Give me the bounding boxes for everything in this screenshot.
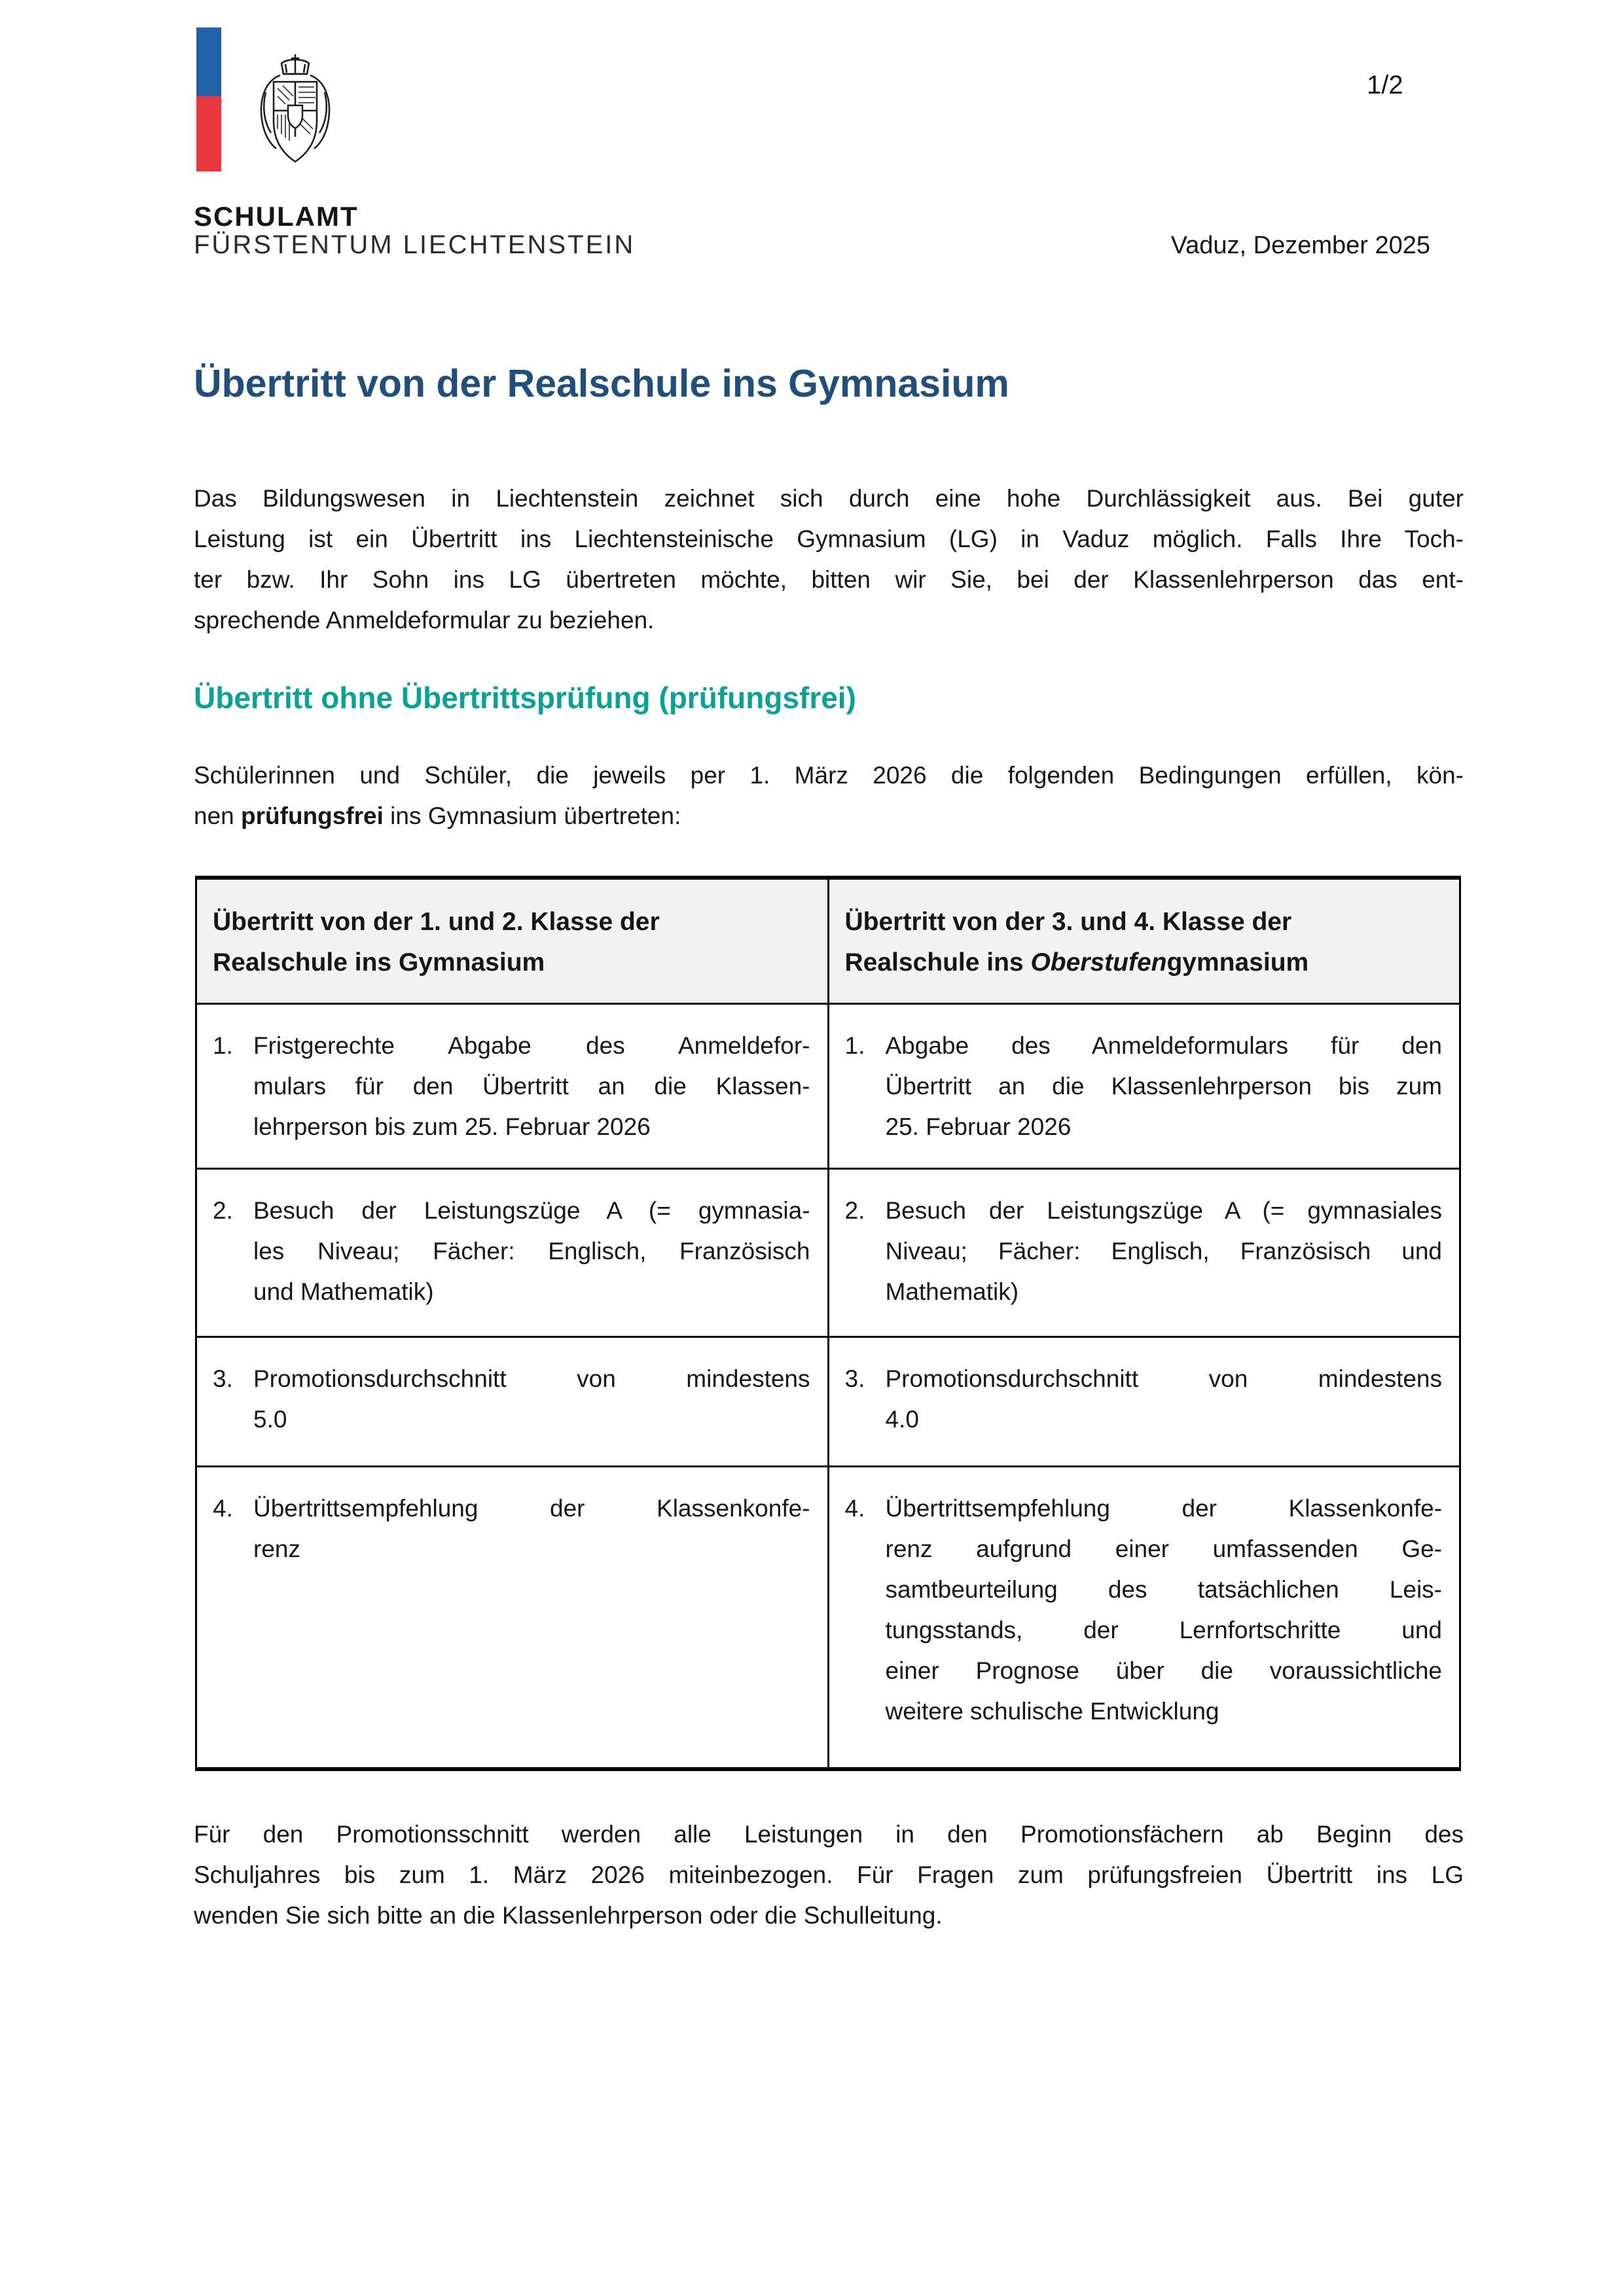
table-row — [196, 1336, 1460, 1466]
lead-bold-term: prüfungsfrei — [241, 802, 384, 829]
text-line: Für den Promotionsschnitt werden alle Leistungen in den Promotionsfächern ab Beginn des — [194, 1821, 1464, 1848]
closing-paragraph — [194, 1814, 1464, 1936]
intro-paragraph — [194, 478, 1464, 641]
text-line: 25. Februar 2026 — [885, 1113, 1072, 1140]
brand-bar-red — [196, 96, 221, 171]
text-line: Übertritt von der 1. und 2. Klasse der — [213, 908, 660, 936]
requirement-text — [253, 1026, 810, 1147]
table-header-row — [196, 878, 1460, 1003]
requirement-number: 1. — [213, 1031, 233, 1059]
text-line: Promotionsdurchschnitt von mindestens — [253, 1365, 810, 1392]
brand-color-bar — [196, 27, 221, 171]
text-line: Übertritt von der 3. und 4. Klasse der — [844, 908, 1292, 936]
page-number: 1/2 — [1367, 71, 1403, 99]
header-post: gymnasium — [1166, 948, 1309, 977]
liechtenstein-coat-of-arms-icon — [246, 52, 344, 178]
date-line: Vaduz, Dezember 2025 — [1170, 232, 1430, 259]
requirement-text — [253, 1488, 810, 1570]
text-line: weitere schulische Entwicklung — [885, 1697, 1219, 1725]
text-line: lehrperson bis zum 25. Februar 2026 — [253, 1113, 651, 1140]
requirement-cell-right — [828, 1003, 1460, 1168]
text-line: Niveau; Fächer: Englisch, Französisch und — [885, 1237, 1442, 1265]
text-line: Besuch der Leistungszüge A (= gymnasiales — [885, 1196, 1442, 1224]
text-line: samtbeurteilung des tatsächlichen Leis- — [885, 1575, 1442, 1603]
requirement-number: 1. — [844, 1031, 865, 1059]
requirement-cell-left — [196, 1003, 829, 1168]
requirement-text — [886, 1191, 1443, 1312]
requirement-cell-left — [196, 1466, 829, 1769]
header-pre: Realschule ins — [844, 948, 1031, 977]
text-line: Schülerinnen und Schüler, die jeweils per 1. März 2026 die folgenden Bedingungen erfüllen, kön- — [194, 762, 1464, 789]
text-line: renz aufgrund einer umfassenden Ge- — [885, 1535, 1442, 1562]
table-header-left — [196, 878, 829, 1003]
requirement-cell-left — [196, 1168, 829, 1336]
requirements-table — [195, 876, 1461, 1771]
requirement-cell-left — [196, 1336, 829, 1466]
lead-post: ins Gymnasium übertreten: — [383, 802, 681, 829]
text-line — [845, 942, 1443, 983]
table-row — [196, 1003, 1460, 1168]
text-line: mulars für den Übertritt an die Klassen- — [253, 1072, 810, 1100]
lead-pre: nen — [194, 802, 242, 829]
requirement-number: 2. — [213, 1196, 233, 1224]
lead-paragraph — [194, 755, 1464, 836]
table-row — [196, 1466, 1460, 1769]
requirement-text — [253, 1359, 810, 1440]
text-line: ter bzw. Ihr Sohn ins LG übertreten möchte, bitten wir Sie, bei der Klassenlehrperson das ent- — [194, 566, 1464, 593]
brand-bar-blue — [196, 27, 221, 96]
requirement-cell-right — [828, 1466, 1460, 1769]
text-line: Das Bildungswesen in Liechtenstein zeichnet sich durch eine hohe Durchlässigkeit aus. Bei guter — [194, 485, 1464, 512]
text-line: Mathematik) — [885, 1278, 1019, 1305]
text-line — [194, 796, 1464, 836]
text-line: 5.0 — [253, 1405, 287, 1433]
text-line: Fristgerechte Abgabe des Anmeldefor- — [253, 1031, 810, 1059]
text-line: Schuljahres bis zum 1. März 2026 miteinbezogen. Für Fragen zum prüfungsfreien Übertritt ins LG — [194, 1861, 1464, 1888]
requirement-text — [886, 1026, 1443, 1147]
org-subtitle: FÜRSTENTUM LIECHTENSTEIN — [194, 230, 636, 259]
text-line: und Mathematik) — [253, 1278, 434, 1305]
text-line: Leistung ist ein Übertritt ins Liechtensteinische Gymnasium (LG) in Vaduz möglich. Falls Ihre Toch- — [194, 526, 1464, 552]
requirement-number: 4. — [844, 1494, 865, 1522]
requirement-text — [886, 1359, 1443, 1440]
text-line: 4.0 — [885, 1405, 919, 1433]
requirement-number: 4. — [213, 1494, 233, 1522]
org-name: SCHULAMT — [194, 201, 359, 232]
text-line: tungsstands, der Lernfortschritte und — [885, 1616, 1442, 1643]
requirement-text — [886, 1488, 1443, 1732]
requirement-text — [253, 1191, 810, 1312]
text-line: renz — [253, 1535, 300, 1562]
requirement-number: 2. — [844, 1196, 865, 1224]
text-line: Übertritt an die Klassenlehrperson bis zum — [885, 1072, 1442, 1100]
table-row — [196, 1168, 1460, 1336]
text-line: Abgabe des Anmeldeformulars für den — [885, 1031, 1442, 1059]
document-title: Übertritt von der Realschule ins Gymnasium — [194, 362, 1009, 405]
header-italic-term: Oberstufen — [1030, 948, 1167, 977]
requirement-cell-right — [828, 1168, 1460, 1336]
text-line: Übertrittsempfehlung der Klassenkonfe- — [885, 1494, 1442, 1522]
text-line: Übertrittsempfehlung der Klassenkonfe- — [253, 1494, 810, 1522]
section-heading: Übertritt ohne Übertrittsprüfung (prüfungsfrei) — [194, 681, 856, 715]
requirement-number: 3. — [213, 1365, 233, 1392]
text-line: einer Prognose über die voraussichtliche — [885, 1657, 1442, 1684]
text-line: sprechende Anmeldeformular zu beziehen. — [194, 607, 655, 634]
text-line: les Niveau; Fächer: Englisch, Französisch — [253, 1237, 810, 1265]
requirement-number: 3. — [844, 1365, 865, 1392]
text-line: wenden Sie sich bitte an die Klassenlehrperson oder die Schulleitung. — [194, 1902, 943, 1929]
table-header-right — [828, 878, 1460, 1003]
requirement-cell-right — [828, 1336, 1460, 1466]
text-line: Besuch der Leistungszüge A (= gymnasia- — [253, 1196, 810, 1224]
text-line: Promotionsdurchschnitt von mindestens — [885, 1365, 1442, 1392]
text-line: Realschule ins Gymnasium — [213, 948, 545, 977]
